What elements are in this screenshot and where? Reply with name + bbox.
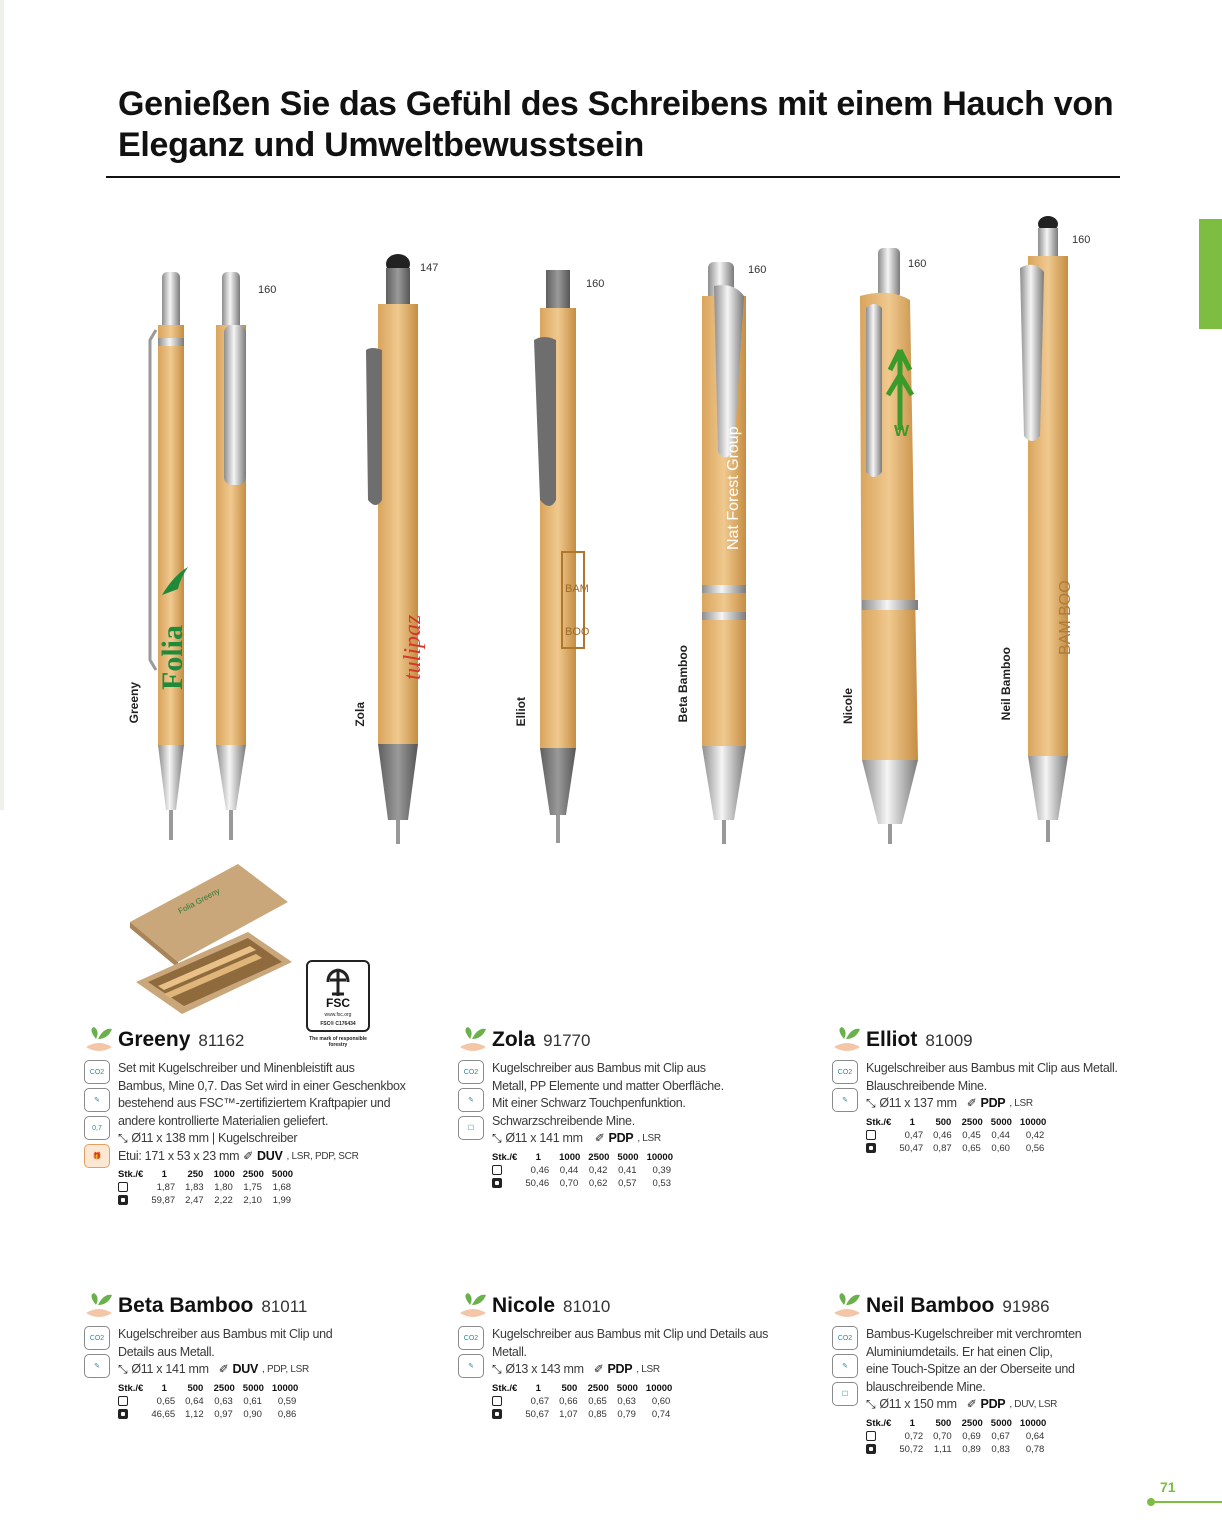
price-row-unprinted: 1,87 1,83 1,80 1,75 1,68 (118, 1181, 297, 1194)
page-title-line-2: Eleganz und Umweltbewusstsein (118, 126, 644, 164)
pen-elliot (534, 270, 590, 843)
pen-label-zola: Zola (353, 702, 367, 727)
print-method-icon: ✐ (594, 1131, 605, 1145)
product-icons (84, 1326, 112, 1382)
product-name: Zola (492, 1028, 536, 1051)
price-row-unprinted: 0,47 0,46 0,45 0,44 0,42 (866, 1129, 1050, 1142)
price-row-unprinted: 0,72 0,70 0,69 0,67 0,64 (866, 1430, 1050, 1443)
printed-icon (866, 1444, 876, 1454)
co2-icon: CO2 (832, 1060, 858, 1084)
price-row-printed: 59,87 2,47 2,22 2,10 1,99 (118, 1194, 297, 1207)
pen-write-icon: ✎ (84, 1088, 110, 1112)
co2-icon: CO2 (84, 1326, 110, 1350)
co2-icon: CO2 (84, 1060, 110, 1084)
print-method-icon: ✐ (243, 1148, 254, 1163)
printed-icon (492, 1409, 502, 1419)
page-number-dot (1147, 1498, 1155, 1506)
fsc-logo-text: FSC (326, 996, 350, 1010)
pen-imprint-nat-forest: Nat Forest Group (725, 426, 742, 550)
pen-greeny-1 (150, 272, 189, 840)
product-header (118, 1028, 478, 1058)
price-row-printed: 50,72 1,11 0,89 0,83 0,78 (866, 1443, 1050, 1456)
pen-length-zola: 147 (420, 262, 439, 274)
pen-write-icon: ✎ (832, 1088, 858, 1112)
product-zola (463, 1028, 852, 1190)
pen-imprint-folia: Folia (156, 625, 189, 690)
printed-icon (118, 1195, 128, 1205)
pen-imprint-w: W (894, 423, 910, 440)
pen-nicole (860, 248, 918, 844)
pen-neil-bamboo (1020, 216, 1074, 842)
unprinted-icon (492, 1396, 502, 1406)
pen-imprint-bam-boo: BAM BOO (1057, 580, 1074, 655)
pen-write-icon: ✎ (458, 1354, 484, 1378)
pen-write-icon: ✎ (84, 1354, 110, 1378)
page-title-line-1: Genießen Sie das Gefühl des Schreibens mit einem Hauch von (118, 85, 1114, 123)
touch-pen-icon: ☐ (458, 1116, 484, 1140)
price-row-printed: 50,47 0,87 0,65 0,60 0,56 (866, 1142, 1050, 1155)
pen-write-icon: ✎ (832, 1354, 858, 1378)
eco-leaf-icon (832, 1291, 862, 1321)
product-size: ⤡ Ø13 x 143 mm ✐ PDP , LSR (492, 1361, 852, 1379)
dimension-icon: ⤡ (866, 1096, 876, 1110)
product-beta-bamboo (89, 1294, 478, 1421)
eco-leaf-icon (458, 1025, 488, 1055)
title-rule (106, 176, 1120, 178)
product-name: Greeny (118, 1028, 191, 1051)
price-row-printed: 50,46 0,70 0,62 0,57 0,53 (492, 1177, 677, 1190)
product-nicole (463, 1294, 852, 1421)
product-icons (458, 1326, 486, 1382)
product-description: Kugelschreiber aus Bambus mit Clip und Details aus Metall. (492, 1327, 769, 1359)
co2-icon: CO2 (458, 1060, 484, 1084)
lead-size-icon: 0,7 (84, 1116, 110, 1140)
dimension-icon: ⤡ (118, 1362, 128, 1376)
unprinted-icon (118, 1182, 128, 1192)
price-table: Stk./€ 1 500 2500 5000 10000 0,67 0,66 0,65 0,63 0,60 50,67 1,07 0,85 0,79 0,74 (492, 1383, 676, 1421)
page-number-line (1155, 1501, 1222, 1503)
co2-icon: CO2 (458, 1326, 484, 1350)
fsc-tagline: The mark of responsible forestry (309, 1036, 367, 1048)
unprinted-icon (866, 1130, 876, 1140)
fsc-logo (306, 960, 370, 1032)
pen-length-nicole: 160 (908, 258, 927, 270)
price-row-unprinted: 0,65 0,64 0,63 0,61 0,59 (118, 1395, 302, 1408)
price-row-unprinted: 0,67 0,66 0,65 0,63 0,60 (492, 1395, 676, 1408)
dimension-icon: ⤡ (492, 1362, 502, 1376)
price-table: Stk./€ 1 500 2500 5000 10000 0,47 0,46 0,45 0,44 0,42 50,47 0,87 0,65 0,60 0,56 (866, 1117, 1050, 1155)
fsc-tree-icon (308, 964, 368, 998)
eco-leaf-icon (84, 1291, 114, 1321)
print-method-icon: ✐ (593, 1362, 604, 1376)
product-size: ⤡ Ø11 x 141 mm ✐ DUV , PDP, LSR (118, 1361, 478, 1379)
product-header (118, 1294, 478, 1324)
pen-label-beta-bamboo: Beta Bamboo (676, 645, 690, 723)
pen-label-neil-bamboo: Neil Bamboo (999, 647, 1013, 721)
price-row-unprinted: 0,46 0,44 0,42 0,41 0,39 (492, 1164, 677, 1177)
gift-box-svg (128, 862, 298, 1017)
product-size: ⤡ Ø11 x 141 mm ✐ PDP , LSR (492, 1130, 852, 1148)
product-name: Beta Bamboo (118, 1294, 254, 1317)
product-description: Set mit Kugelschreiber und Minenbleistift aus Bambus, Mine 0,7. Das Set wird in einer Geschenkbox bestehend aus FSC™-zertifiziertem Kraftpapier und andere kontrollierte Materialien geliefert. (118, 1061, 406, 1128)
pens-svg (110, 200, 1120, 860)
product-description: Bambus-Kugelschreiber mit verchromten Aluminiumdetails. Er hat einen Clip, eine Touch-Spitze an der Oberseite und blauschreibende Mine. (866, 1327, 1082, 1394)
price-table: Stk./€ 1 250 1000 2500 5000 1,87 1,83 1,80 1,75 1,68 59,87 2,47 2,22 2,10 1,99 (118, 1169, 297, 1207)
product-box-size: Etui: 171 x 53 x 23 mm ✐ DUV , LSR, PDP, SCR (118, 1148, 478, 1166)
dimension-icon: ⤡ (866, 1397, 876, 1411)
print-method-icon: ✐ (966, 1397, 977, 1411)
pen-length-neil-bamboo: 160 (1072, 234, 1091, 246)
pen-imprint-bamboo: BAM (565, 583, 589, 595)
printed-icon (118, 1409, 128, 1419)
left-edge-strip (0, 0, 4, 810)
gift-icon: 🎁 (84, 1144, 110, 1168)
product-body (837, 1060, 1166, 1155)
eco-leaf-icon (832, 1025, 862, 1055)
product-header (492, 1028, 852, 1058)
eco-leaf-icon (458, 1291, 488, 1321)
product-code: 81009 (925, 1031, 973, 1050)
product-icons (832, 1060, 860, 1116)
product-greeny (89, 1028, 478, 1207)
product-code: 81162 (198, 1031, 245, 1050)
product-header (866, 1294, 1166, 1324)
product-description: Kugelschreiber aus Bambus mit Clip aus Metall, PP Elemente und matter Oberfläche. Mit einer Schwarz Touchpenfunktion. Schwarzschreibende Mine. (492, 1061, 724, 1128)
printed-icon (492, 1178, 502, 1188)
printed-icon (866, 1143, 876, 1153)
pen-beta-bamboo (702, 262, 746, 844)
pen-label-nicole: Nicole (841, 688, 855, 725)
price-table: Stk./€ 1 500 2500 5000 10000 0,65 0,64 0,63 0,61 0,59 46,65 1,12 0,97 0,90 0,86 (118, 1383, 302, 1421)
pen-label-elliot: Elliot (514, 697, 528, 727)
pen-zola (366, 254, 426, 844)
price-table: Stk./€ 1 1000 2500 5000 10000 0,46 0,44 0,42 0,41 0,39 50,46 0,70 0,62 0,57 0,53 (492, 1152, 677, 1190)
product-size: ⤡ Ø11 x 150 mm ✐ PDP , DUV, LSR (866, 1396, 1166, 1414)
product-code: 91770 (543, 1031, 591, 1050)
dimension-icon: ⤡ (492, 1131, 502, 1145)
product-body (89, 1326, 478, 1421)
gift-box-image (128, 862, 298, 1017)
product-description: Kugelschreiber aus Bambus mit Clip und Details aus Metall. (118, 1327, 333, 1359)
page-title (118, 84, 1118, 166)
product-code: 81010 (563, 1297, 611, 1316)
product-name: Neil Bamboo (866, 1294, 995, 1317)
unprinted-icon (492, 1165, 502, 1175)
product-icons (84, 1060, 112, 1172)
print-method-icon: ✐ (966, 1096, 977, 1110)
chapter-tab (1199, 219, 1222, 329)
pen-label-greeny: Greeny (127, 682, 141, 724)
product-size: ⤡ Ø11 x 138 mm | Kugelschreiber (118, 1130, 478, 1148)
fsc-url: www.fsc.org (324, 1012, 352, 1018)
product-header (866, 1028, 1166, 1058)
pen-greeny-2 (216, 272, 246, 840)
pen-length-elliot: 160 (586, 278, 605, 290)
product-header (492, 1294, 852, 1324)
price-table: Stk./€ 1 500 2500 5000 10000 0,72 0,70 0,69 0,67 0,64 50,72 1,11 0,89 0,83 0,78 (866, 1418, 1050, 1456)
price-row-printed: 46,65 1,12 0,97 0,90 0,86 (118, 1408, 302, 1421)
product-body (837, 1326, 1166, 1456)
pen-length-greeny: 160 (258, 284, 277, 296)
product-elliot (837, 1028, 1166, 1155)
pen-write-icon: ✎ (458, 1088, 484, 1112)
product-neil-bamboo (837, 1294, 1166, 1456)
eco-leaf-icon (84, 1025, 114, 1055)
dimension-icon: ⤡ (118, 1131, 128, 1145)
product-body (89, 1060, 478, 1207)
product-code: 81011 (261, 1297, 308, 1316)
pen-illustrations (110, 200, 1120, 860)
product-icons (458, 1060, 486, 1144)
page-number: 71 (1160, 1479, 1176, 1495)
product-description: Kugelschreiber aus Bambus mit Clip aus Metall. Blauschreibende Mine. (866, 1061, 1118, 1093)
pen-imprint-tulipaz: tulipaz (400, 614, 426, 680)
product-body (463, 1060, 852, 1190)
svg-text:BOO: BOO (565, 626, 590, 638)
unprinted-icon (866, 1431, 876, 1441)
touch-pen-icon: ☐ (832, 1382, 858, 1406)
product-icons (832, 1326, 860, 1410)
product-name: Elliot (866, 1028, 918, 1051)
price-row-printed: 50,67 1,07 0,85 0,79 0,74 (492, 1408, 676, 1421)
product-size: ⤡ Ø11 x 137 mm ✐ PDP , LSR (866, 1095, 1166, 1113)
co2-icon: CO2 (832, 1326, 858, 1350)
product-body (463, 1326, 852, 1421)
gift-box-imprint: Folia Greeny (176, 886, 222, 916)
product-code: 91986 (1002, 1297, 1050, 1316)
product-name: Nicole (492, 1294, 556, 1317)
print-method-icon: ✐ (218, 1362, 229, 1376)
fsc-code: FSC® C176434 (320, 1021, 356, 1027)
unprinted-icon (118, 1396, 128, 1406)
pen-length-beta-bamboo: 160 (748, 264, 767, 276)
